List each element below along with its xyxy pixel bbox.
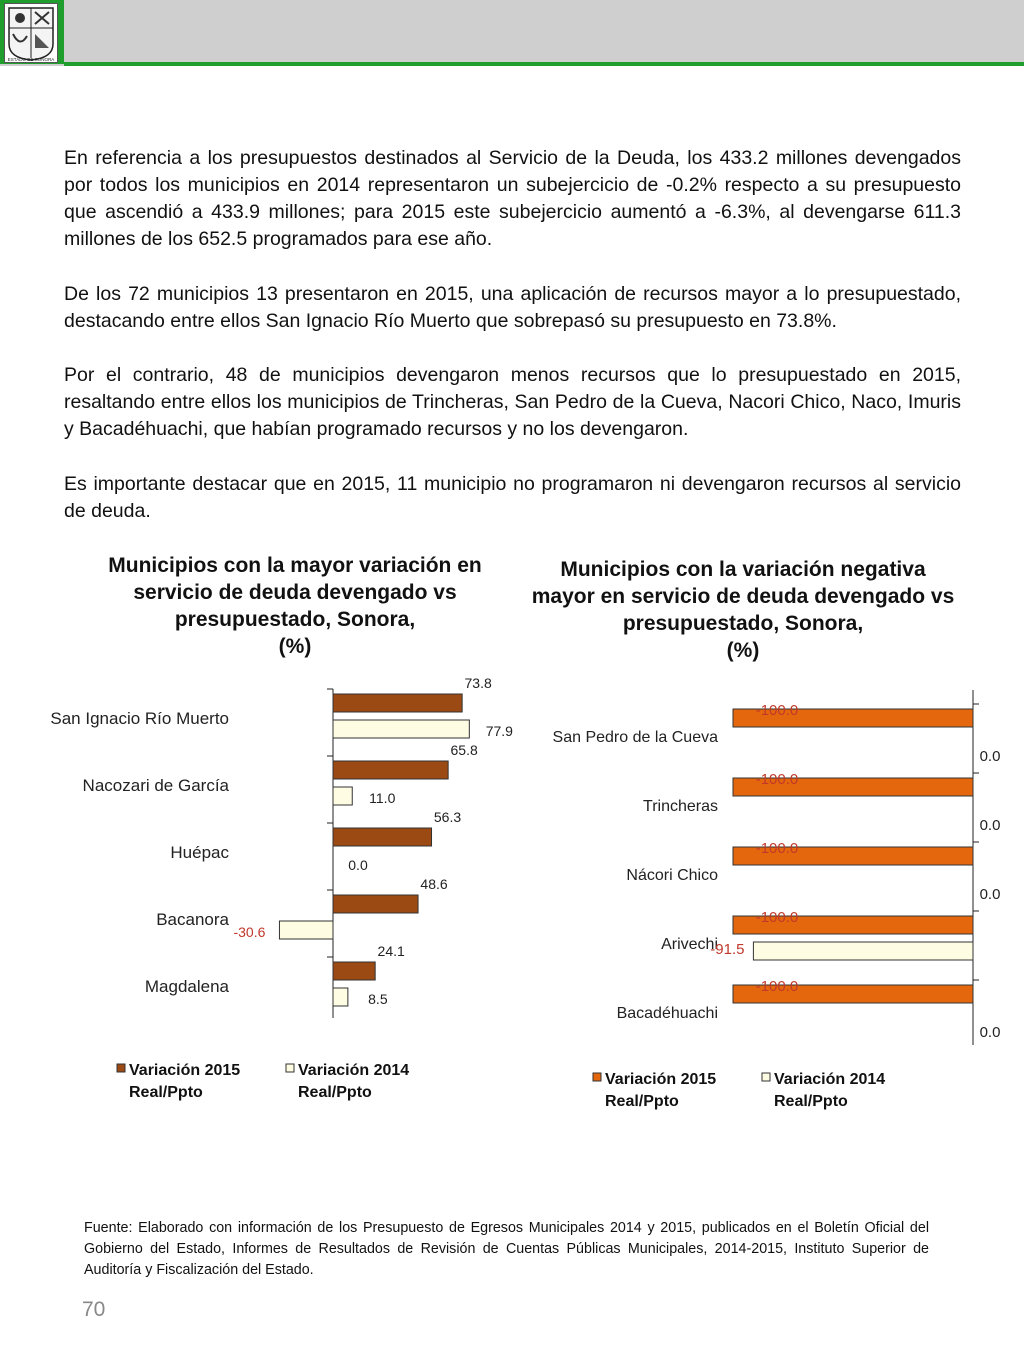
chart-2-category-label: Arivechi [661, 936, 718, 953]
chart-2-data-label: -100.0 [755, 978, 799, 995]
chart-2-data-label: 0.0 [979, 817, 1001, 834]
body-paragraph-4: Es importante destacar que en 2015, 11 municipio no programaron ni devengaron recursos al servicio de deuda. [64, 473, 961, 522]
chart-1-category-label: Huépac [170, 843, 229, 862]
chart-2-data-label: 0.0 [979, 1024, 1001, 1041]
chart-2-legend-label: Variación 2014 [774, 1071, 886, 1088]
chart-1-category-label: San Ignacio Río Muerto [50, 709, 229, 728]
source-note: Fuente: Elaborado con información de los Presupuesto de Egresos Municipales 2014 y 2015, publicados en el Boletín Oficial del Gobierno del Estado, Informes de Resultados de Revisión de Cuentas Públicas Municipales, 2014-2015, Instituto Superior de Auditoría y Fiscalización del Estado. [84, 1220, 929, 1278]
chart-2-legend-label: Real/Ppto [605, 1093, 679, 1110]
chart-2-title: Municipios con la variación negativa mayor en servicio de deuda devengado vs presupuestado, Sonora, [531, 558, 955, 635]
chart-1-bar-2014 [333, 720, 469, 738]
chart-2-legend-label: Real/Ppto [774, 1093, 848, 1110]
chart-2-unit-label: (%) [726, 639, 760, 662]
chart-2-bar-2014 [753, 942, 973, 960]
chart-1-bar-2015 [333, 761, 448, 779]
chart-1-legend-label: Variación 2014 [298, 1062, 410, 1079]
chart-2-legend-swatch-2014 [762, 1073, 770, 1081]
chart-2-category-label: Trincheras [643, 798, 718, 815]
chart-1-data-label: 77.9 [485, 723, 513, 739]
chart-1-data-label: 48.6 [420, 876, 448, 892]
chart-1-legend-label: Real/Ppto [129, 1084, 203, 1101]
chart-2-data-label: -91.5 [710, 941, 745, 958]
chart-1-legend-swatch-2014 [286, 1064, 294, 1072]
chart-2-legend-swatch-2015 [593, 1073, 601, 1081]
body-paragraph-2: De los 72 municipios 13 presentaron en 2015, una aplicación de recursos mayor a lo presupuestado, destacando entre ellos San Ignacio Río Muerto que sobrepasó su presupuesto en 73.8%. [64, 283, 961, 332]
chart-2-legend-label: Variación 2015 [605, 1071, 717, 1088]
chart-1-data-label: 24.1 [377, 943, 405, 959]
chart-1-data-label: 0.0 [348, 857, 368, 873]
chart-1-data-label: -30.6 [233, 924, 266, 940]
chart-1-bar-2015 [333, 895, 418, 913]
chart-2-data-label: -100.0 [755, 909, 799, 926]
chart-1-data-label: 65.8 [450, 742, 478, 758]
logo-text: ESTADO DE SONORA [7, 57, 55, 62]
chart-1-bar-2015 [333, 694, 462, 712]
chart-1-bar-2015 [333, 828, 432, 846]
chart-1-data-label: 8.5 [368, 991, 388, 1007]
chart-1-category-label: Nacozari de García [82, 776, 229, 795]
chart-1-category-label: Magdalena [144, 977, 229, 996]
chart-2-category-label: San Pedro de la Cueva [552, 729, 718, 746]
body-paragraph-3: Por el contrario, 48 de municipios devengaron menos recursos que lo presupuestado en 2015, resaltando entre ellos los municipios de Trincheras, San Pedro de la Cueva, Nacori Chico, Naco, Imuris y Bacadéhuachi, que habían programado recursos y no los devengaron. [64, 364, 961, 440]
chart-1-title: Municipios con la mayor variación en servicio de deuda devengado vs presupuestado, Sonora, [108, 554, 482, 631]
chart-2-data-label: -100.0 [755, 840, 799, 857]
chart-1-bar-2015 [333, 962, 375, 980]
chart-2-category-label: Nácori Chico [626, 867, 718, 884]
chart-1-category-label: Bacanora [156, 910, 229, 929]
chart-2-data-label: 0.0 [979, 886, 1001, 903]
chart-1-legend-swatch-2015 [117, 1064, 125, 1072]
chart-2-data-label: -100.0 [755, 702, 799, 719]
body-paragraph-1: En referencia a los presupuestos destinados al Servicio de la Deuda, los 433.2 millones devengados por todos los municipios en 2014 representaron un subejercicio de -0.2% respecto a su presupuesto que ascendió a 433.9 millones; para 2015 este subejercicio aumentó a -6.3%, al devengarse 611.3 millones de los 652.5 programados para ese año. [64, 147, 961, 250]
chart-1-bar-2014 [333, 787, 352, 805]
chart-1-data-label: 56.3 [433, 809, 462, 825]
chart-1-data-label: 11.0 [369, 790, 396, 806]
chart-2-data-label: 0.0 [979, 748, 1001, 765]
chart-1-legend-label: Real/Ppto [298, 1084, 372, 1101]
chart-1-bar-2014 [279, 921, 333, 939]
chart-2-category-label: Bacadéhuachi [616, 1005, 718, 1022]
page-number: 70 [82, 1298, 106, 1321]
chart-1-legend-label: Variación 2015 [129, 1062, 241, 1079]
chart-1-unit-label: (%) [278, 635, 312, 658]
chart-1-data-label: 73.8 [464, 675, 492, 691]
chart-2-data-label: -100.0 [755, 771, 799, 788]
chart-1-bar-2014 [333, 988, 348, 1006]
